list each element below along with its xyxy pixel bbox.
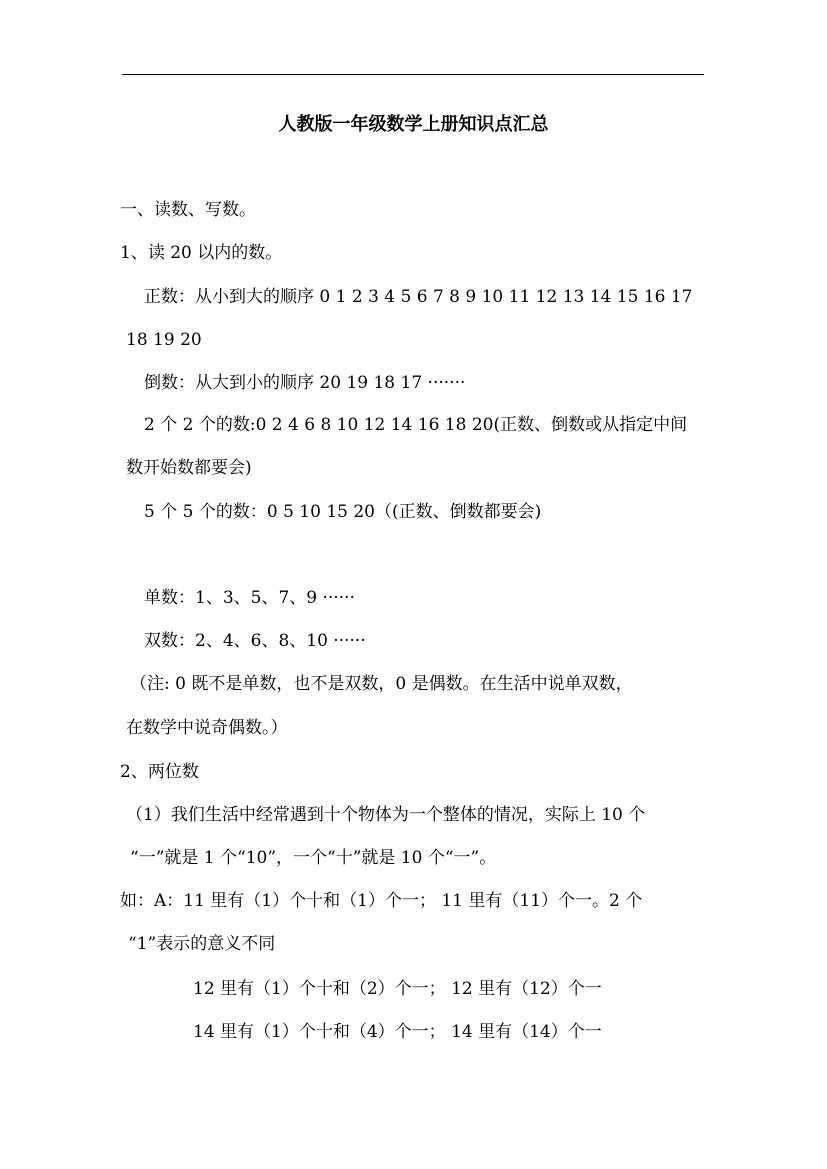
subsection-heading-read-within-20: 1、读 20 以内的数。 [120, 243, 283, 263]
text-line-count-by-fives: 5 个 5 个的数：0 5 10 15 20（(正数、倒数都要会) [144, 502, 542, 522]
text-line-example-11-cont: “1”表示的意义不同 [128, 934, 276, 954]
text-line-counting-backward: 倒数：从大到小的顺序 20 19 18 17 ······· [144, 373, 466, 393]
text-line-count-by-twos-cont: 数开始数都要会) [126, 458, 252, 478]
text-line-odd-numbers: 单数：1、3、5、7、9 ······ [144, 588, 355, 608]
text-line-tens-concept-cont: “一”就是 1 个“10”，一个“十”就是 10 个“一”。 [130, 848, 497, 868]
text-line-note: （注: 0 既不是单数，也不是双数，0 是偶数。在生活中说单双数， [130, 674, 633, 694]
text-line-note-cont: 在数学中说奇偶数。） [126, 718, 288, 738]
text-line-counting-forward: 正数：从小到大的顺序 0 1 2 3 4 5 6 7 8 9 10 11 12 13 14 15 16 17 [144, 287, 693, 307]
text-line-even-numbers: 双数：2、4、6、8、10 ······ [144, 631, 366, 651]
text-line-example-11: 如：A：11 里有（1）个十和（1）个一； 11 里有（11）个一。2 个 [120, 891, 643, 911]
text-line-example-12: 12 里有（1）个十和（2）个一； 12 里有（12）个一 [193, 979, 602, 999]
text-line-tens-concept: （1）我们生活中经常遇到十个物体为一个整体的情况，实际上 10 个 [126, 805, 646, 825]
page-title: 人教版一年级数学上册知识点汇总 [278, 114, 549, 135]
section-heading-reading-writing: 一、读数、写数。 [120, 200, 256, 220]
text-line-count-by-twos: 2 个 2 个的数:0 2 4 6 8 10 12 14 16 18 20(正数、倒数或从指定中间 [144, 415, 688, 435]
header-rule [122, 74, 704, 75]
text-line-counting-forward-cont: 18 19 20 [126, 330, 202, 350]
subsection-heading-two-digit-numbers: 2、两位数 [120, 762, 199, 782]
text-line-example-14: 14 里有（1）个十和（4）个一； 14 里有（14）个一 [193, 1022, 602, 1042]
